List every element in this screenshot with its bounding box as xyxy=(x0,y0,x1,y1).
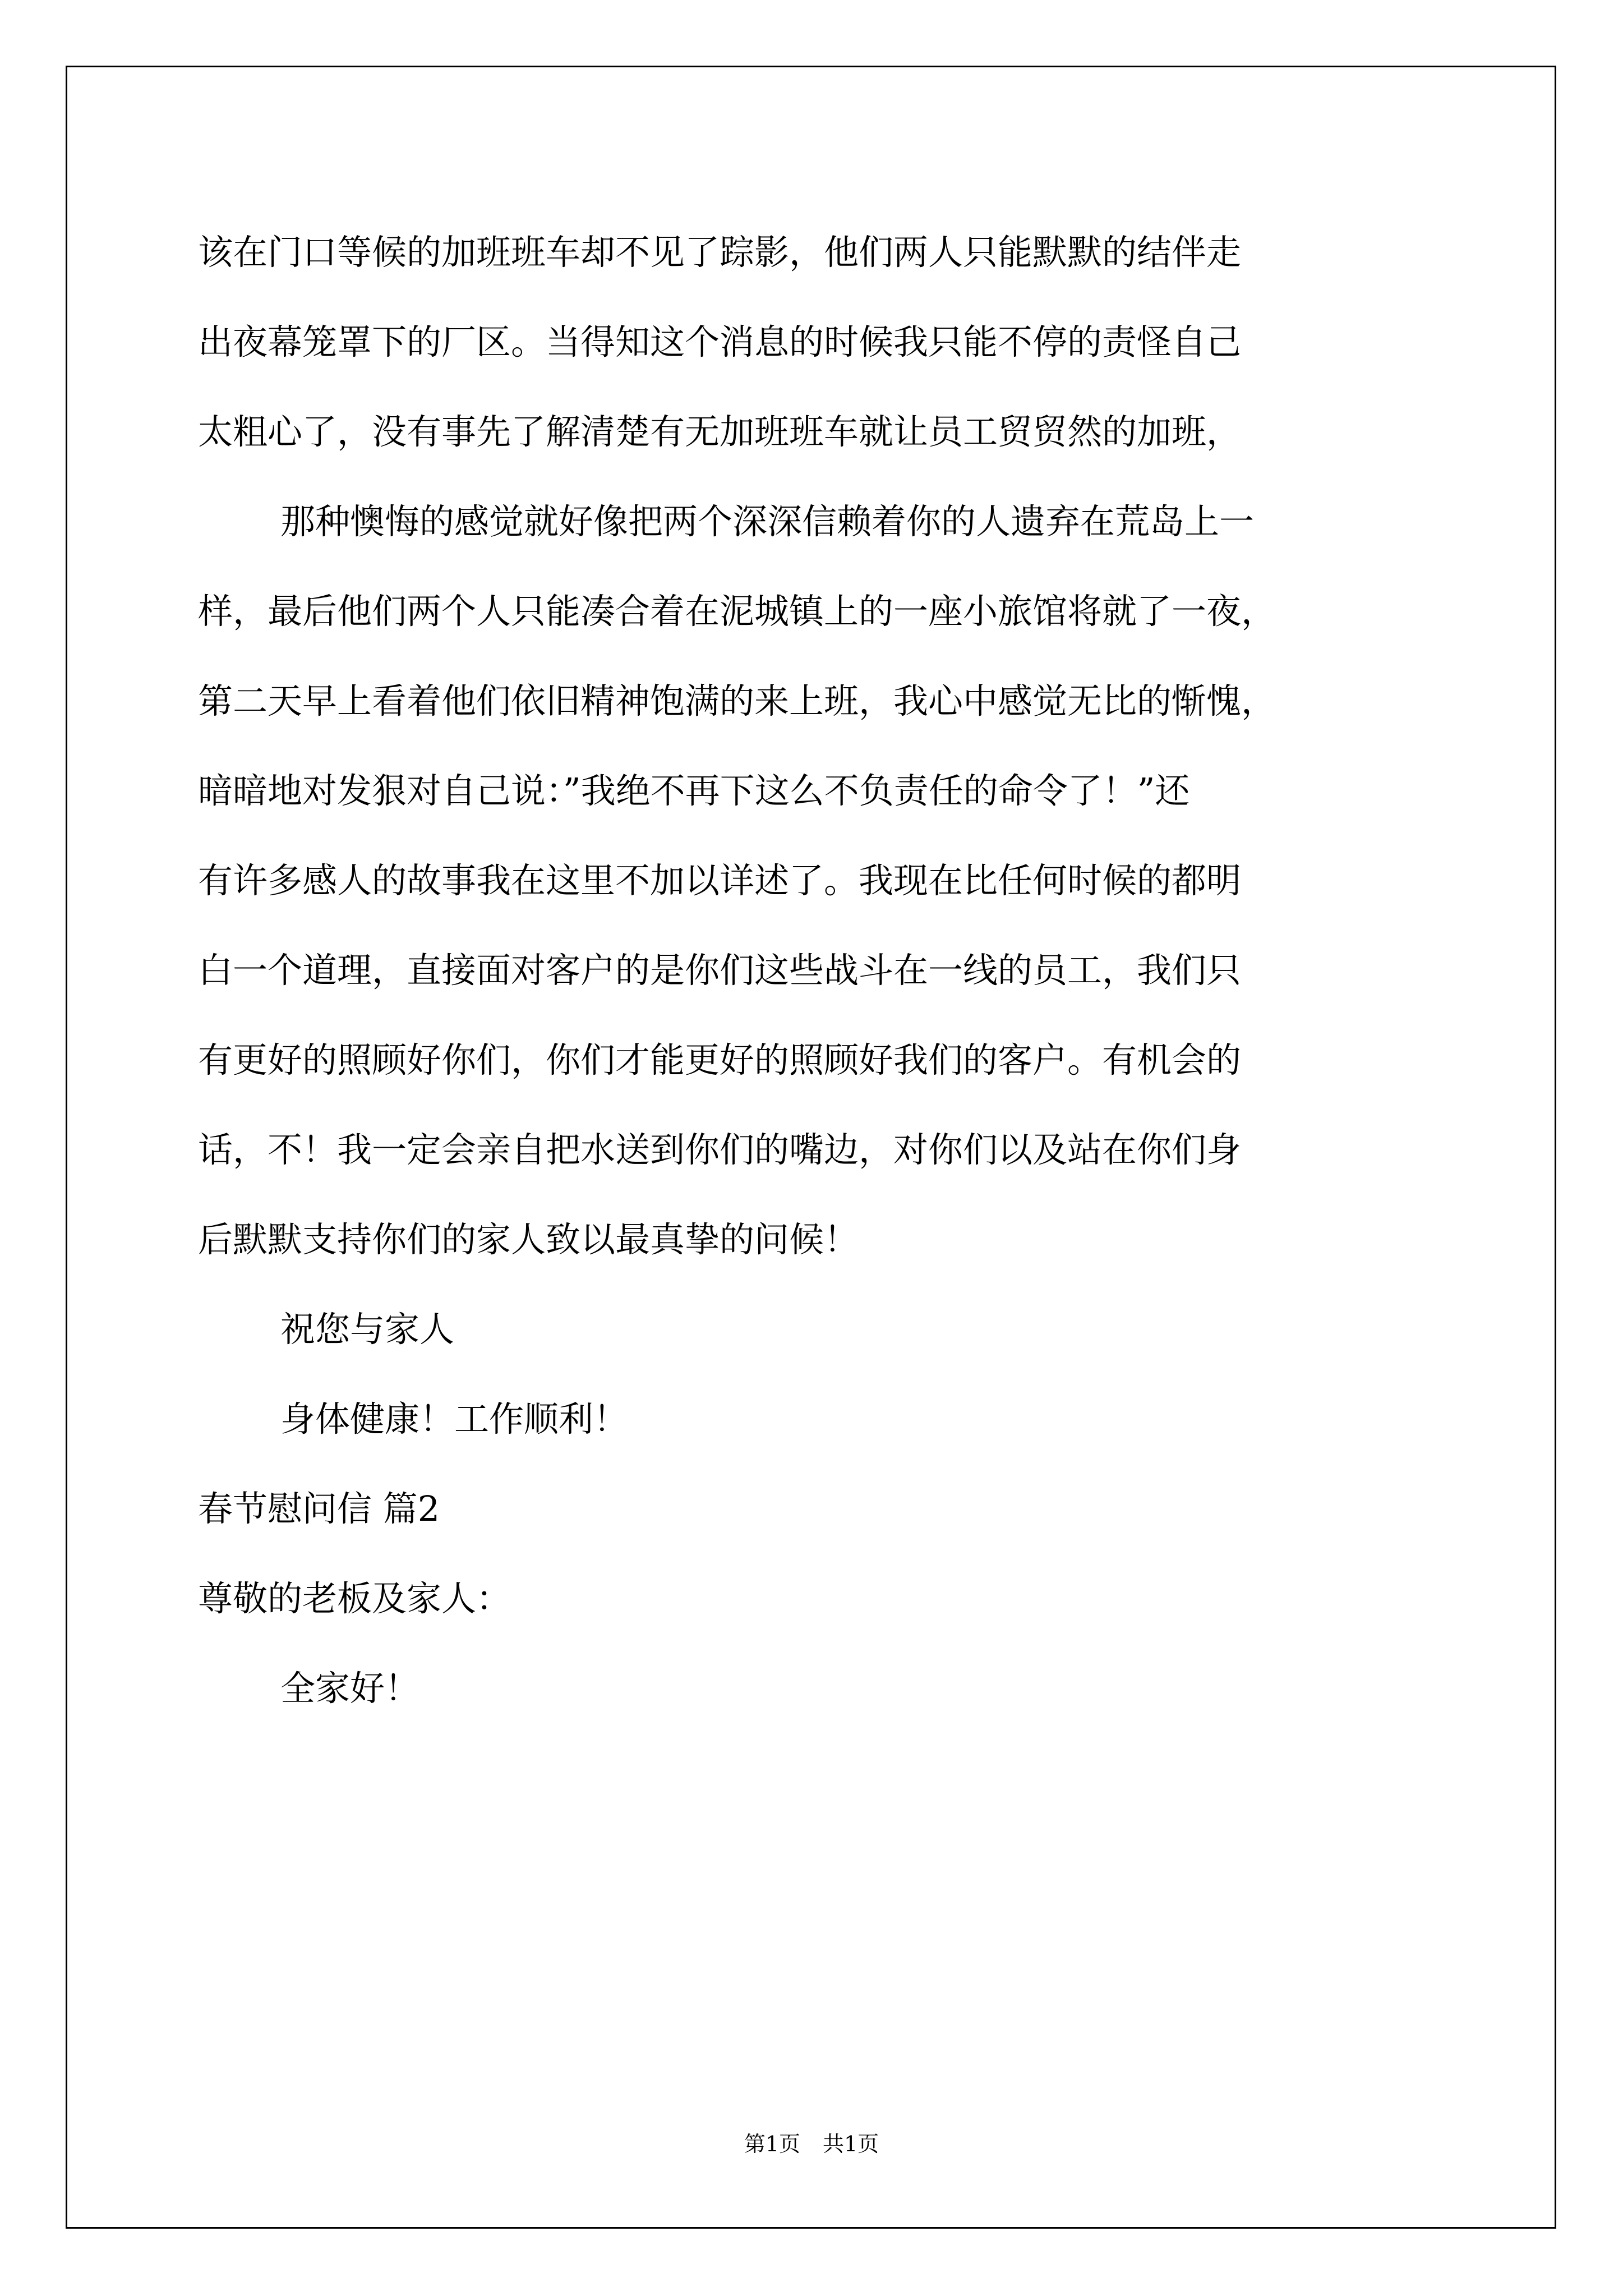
body-line-2: 出夜幕笼罩下的厂区。当得知这个消息的时候我只能不停的责怪自己 xyxy=(198,321,1242,362)
body-line-5: 样，最后他们两个人只能凑合着在泥城镇上的一座小旅馆将就了一夜， xyxy=(198,591,1276,632)
section-heading: 春节慰问信 篇2 xyxy=(198,1488,440,1529)
body-line-6: 第二天早上看着他们依旧精神饱满的来上班，我心中感觉无比的惭愧， xyxy=(198,680,1276,721)
body-line-11: 话，不！我一定会亲自把水送到你们的嘴边，对你们以及站在你们身 xyxy=(198,1129,1242,1170)
closing-wish-line: 祝您与家人 xyxy=(280,1309,455,1350)
body-line-1: 该在门口等候的加班班车却不见了踪影，他们两人只能默默的结伴走 xyxy=(198,232,1242,273)
body-line-3: 太粗心了，没有事先了解清楚有无加班班车就让员工贸贸然的加班， xyxy=(198,411,1242,452)
body-line-7: 暗暗地对发狠对自己说：”我绝不再下这么不负责任的命令了！”还 xyxy=(198,770,1190,811)
page-total: 共1页 xyxy=(823,2132,879,2156)
page-number: 第1页 xyxy=(744,2132,800,2156)
page-footer xyxy=(0,2130,1623,2158)
greeting-line: 全家好！ xyxy=(280,1668,420,1709)
body-line-12: 后默默支持你们的家人致以最真挚的问候！ xyxy=(198,1219,859,1260)
body-line-9: 白一个道理，直接面对客户的是你们这些战斗在一线的员工，我们只 xyxy=(198,950,1242,991)
salutation-line: 尊敬的老板及家人： xyxy=(198,1578,511,1619)
closing-blessing-line: 身体健康！工作顺利！ xyxy=(280,1398,629,1439)
body-line-8: 有许多感人的故事我在这里不加以详述了。我现在比任何时候的都明 xyxy=(198,860,1242,901)
body-line-4: 那种懊悔的感觉就好像把两个深深信赖着你的人遗弃在荒岛上一 xyxy=(280,501,1255,542)
body-line-10: 有更好的照顾好你们，你们才能更好的照顾好我们的客户。有机会的 xyxy=(198,1039,1242,1080)
